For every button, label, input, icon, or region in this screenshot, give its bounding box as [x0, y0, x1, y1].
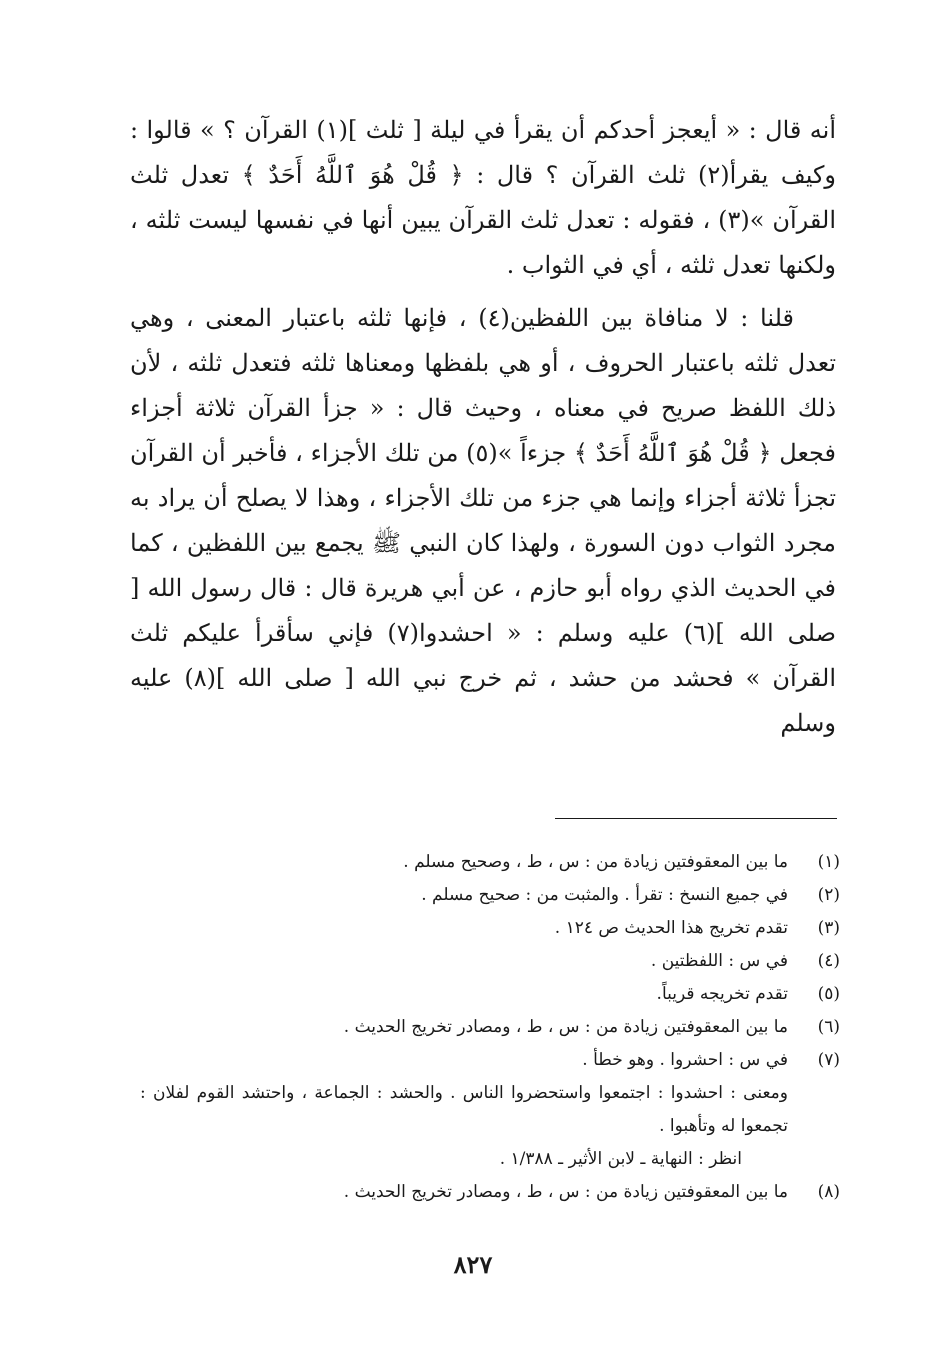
footnote-text: ما بين المعقوفتين زيادة من : س ، ط ، وصحيح مسلم . — [403, 852, 788, 872]
footnote-number: (٥) — [817, 984, 840, 1004]
footnote-4 — [140, 945, 840, 978]
footnote-text: ما بين المعقوفتين زيادة من : س ، ط ، ومصادر تخريج الحديث . — [343, 1017, 788, 1037]
footnote-text: في س : احشروا . وهو خطأ . — [582, 1050, 788, 1070]
footnote-6 — [140, 1011, 840, 1044]
footnote-number: (٨) — [817, 1182, 840, 1202]
footnote-text: في س : اللفظتين . — [650, 951, 788, 971]
footnote-text: ما بين المعقوفتين زيادة من : س ، ط ، ومصادر تخريج الحديث . — [343, 1182, 788, 1202]
footnote-text: تقدم تخريجه قريباً. — [656, 984, 788, 1004]
footnote-text: في جميع النسخ : تقرأ . والمثبت من : صحيح مسلم . — [421, 885, 788, 905]
footnote-number: (٢) — [817, 885, 840, 905]
footnote-number: (٧) — [817, 1050, 840, 1070]
page-number: ٨٢٧ — [453, 1250, 493, 1279]
footnote-3 — [140, 912, 840, 945]
footnote-number: (٦) — [817, 1017, 840, 1037]
footnote-7-reference: انظر : النهاية ـ لابن الأثير ـ ١/٣٨٨ . — [499, 1149, 742, 1169]
footnote-1 — [140, 846, 840, 879]
footnote-number: (١) — [817, 852, 840, 872]
paragraph-1: أنه قال : « أيعجز أحدكم أن يقرأ في ليلة [ ثلث ](١) القرآن ؟ » قالوا : وكيف يقرأ(٢) ثلث القرآن ؟ قال : ﴿ قُلْ هُوَ ٱللَّهُ أَحَدٌ ﴾ تعدل ثلث القرآن »(٣) ، فقوله : تعدل ثلث القرآن يبين أنها في نفسها ليست ثلثه ، ولكنها تعدل ثلثه ، أي في الثواب . — [130, 116, 837, 279]
paragraph-2: قلنا : لا منافاة بين اللفظين(٤) ، فإنها ثلثه باعتبار المعنى ، وهي تعدل ثلثه باعتبار الحروف ، أو هي بلفظها ومعناها ثلثه فتعدل ثلثه ، لأن ذلك اللفظ صريح في معناه ، وحيث قال : « جزأ القرآن ثلاثة أجزاء فجعل ﴿ قُلْ هُوَ ٱللَّهُ أَحَدٌ ﴾ جزءاً »(٥) من تلك الأجزاء ، فأخبر أن القرآن تجزأ ثلاثة أجزاء وإنما هي جزء من تلك الأجزاء ، وهذا لا يصلح أن يراد به مجرد الثواب دون السورة ، ولهذا كان النبي ﷺ يجمع بين اللفظين ، كما في الحديث الذي رواه أبو حازم ، عن أبي هريرة قال : قال رسول الله [ صلى الله ](٦) عليه وسلم : « احشدوا(٧) فإني سأقرأ عليكم ثلث القرآن » فحشد من حشد ، ثم خرج نبي الله [ صلى الله ](٨) عليه وسلم — [130, 304, 837, 737]
footnote-number: (٤) — [817, 951, 840, 971]
footnote-separator — [555, 818, 837, 819]
footnote-5 — [140, 978, 840, 1011]
main-text — [130, 108, 836, 746]
footnote-8 — [140, 1176, 840, 1209]
footnotes — [140, 846, 840, 1209]
footnote-7-continuation: ومعنى : احشدوا : اجتمعوا واستحضروا الناس . والحشد : الجماعة ، واحتشد القوم لفلان : تجمعوا له وتأهبوا . — [140, 1083, 788, 1136]
footnote-text: تقدم تخريج هذا الحديث ص ١٢٤ . — [554, 918, 788, 938]
footnote-number: (٣) — [817, 918, 840, 938]
footnote-2 — [140, 879, 840, 912]
footnote-7 — [140, 1044, 840, 1077]
